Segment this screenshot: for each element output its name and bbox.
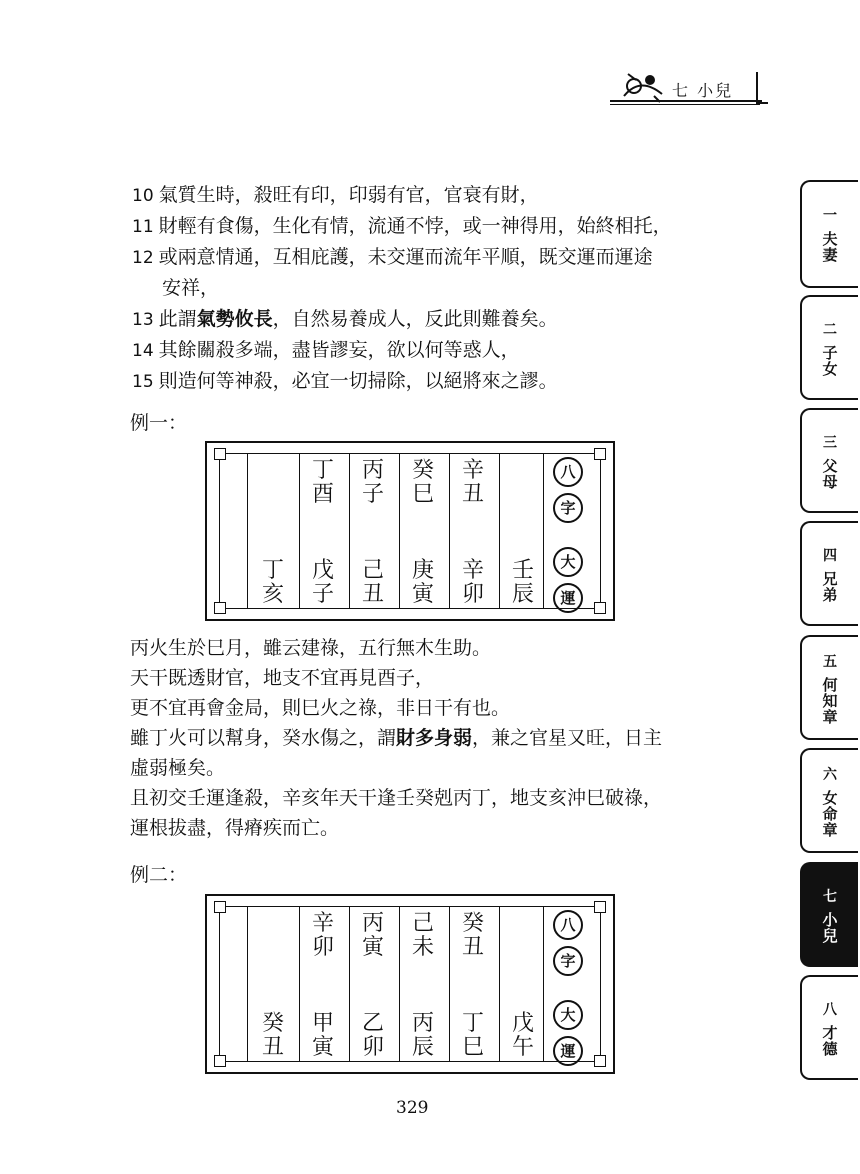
- para-line: 且初交壬運逢殺，辛亥年天干逢壬癸剋丙丁，地支亥沖巳破祿，: [130, 787, 663, 809]
- verse-line: 11 財輕有食傷，生化有情，流通不悖，或一神得用，始終相托，: [132, 215, 672, 237]
- dayun-pillar: 戊 子: [311, 558, 334, 607]
- tab-chapter-5[interactable]: 五 何知章: [800, 635, 858, 740]
- example2-chart: [205, 894, 615, 1074]
- verse-line: 13 此謂氣勢攸長，自然易養成人，反此則難養矣。: [132, 308, 558, 330]
- verse-lines: [132, 180, 762, 397]
- para-line: 運根拔盡，得瘠疾而亡。: [130, 817, 340, 839]
- badge-yun: 運: [553, 1036, 583, 1066]
- badge-yun: 運: [553, 583, 583, 613]
- dayun-pillar: 己 丑: [361, 558, 384, 607]
- dayun-pillar: 壬 辰: [511, 558, 534, 607]
- bazi-pillar: 癸 巳: [411, 458, 434, 507]
- analysis-paragraph: [130, 633, 770, 843]
- example1-chart: [205, 441, 615, 621]
- para-line: 更不宜再會金局，則巳火之祿，非日干有也。: [130, 697, 511, 719]
- chapter-header-title: 七 小兒: [672, 81, 734, 100]
- verse-line: 15 則造何等神殺，必宜一切掃除，以絕將來之謬。: [132, 370, 558, 392]
- header-rule: [610, 100, 762, 102]
- example2-label: 例二：: [130, 864, 188, 886]
- para-line: 雖丁火可以幫身，癸水傷之，謂財多身弱，兼之官星又旺，日主: [130, 727, 663, 749]
- dayun-pillar: 丁 巳: [461, 1011, 484, 1060]
- para-line: 天干既透財官，地支不宜再見酉子，: [130, 667, 435, 689]
- badge-ba: 八: [553, 910, 583, 940]
- tab-chapter-3[interactable]: 三 父母: [800, 408, 858, 513]
- badge-da: 大: [553, 1000, 583, 1030]
- verse-line: 安祥，: [162, 277, 220, 299]
- bazi-pillar: 癸 丑: [461, 911, 484, 960]
- para-line: 虛弱極矣。: [130, 757, 226, 779]
- bazi-pillar: 辛 卯: [311, 911, 334, 960]
- dayun-pillar: 辛 卯: [461, 558, 484, 607]
- tab-chapter-4[interactable]: 四 兄弟: [800, 521, 858, 626]
- dayun-pillar: 乙 卯: [361, 1011, 384, 1060]
- verse-line: 10 氣質生時，殺旺有印，印弱有官，官衰有財，: [132, 184, 539, 206]
- bazi-pillar: 丙 寅: [361, 911, 384, 960]
- tab-chapter-7[interactable]: 七 小兒: [800, 862, 858, 967]
- dayun-pillar: 戊 午: [511, 1011, 534, 1060]
- dayun-pillar: 甲 寅: [311, 1011, 334, 1060]
- header-rule-thin: [610, 104, 760, 105]
- tab-chapter-8[interactable]: 八 才德: [800, 975, 858, 1080]
- verse-line: 14 其餘關殺多端，盡皆謬妄，欲以何等惑人，: [132, 339, 520, 361]
- bazi-pillar: 辛 丑: [461, 458, 484, 507]
- bazi-pillar: 丙 子: [361, 458, 384, 507]
- dayun-pillar: 丁 亥: [261, 558, 284, 607]
- verse-line: 12 或兩意情通，互相庇護，未交運而流年平順，既交運而運途: [132, 246, 653, 268]
- bazi-pillar: 己 未: [411, 911, 434, 960]
- badge-zi: 字: [553, 493, 583, 523]
- example1-label: 例一：: [130, 412, 188, 434]
- dayun-pillar: 庚 寅: [411, 558, 434, 607]
- page-number: 329: [396, 1098, 429, 1118]
- tab-chapter-6[interactable]: 六 女命章: [800, 748, 858, 853]
- tab-chapter-1[interactable]: 一 夫妻: [800, 180, 858, 288]
- tab-chapter-2[interactable]: 二 子女: [800, 295, 858, 400]
- badge-ba: 八: [553, 457, 583, 487]
- dayun-pillar: 癸 丑: [261, 1011, 284, 1060]
- dayun-pillar: 丙 辰: [411, 1011, 434, 1060]
- badge-zi: 字: [553, 946, 583, 976]
- para-line: 丙火生於巳月，雖云建祿，五行無木生助。: [130, 637, 492, 659]
- badge-da: 大: [553, 547, 583, 577]
- bazi-pillar: 丁 酉: [311, 458, 334, 507]
